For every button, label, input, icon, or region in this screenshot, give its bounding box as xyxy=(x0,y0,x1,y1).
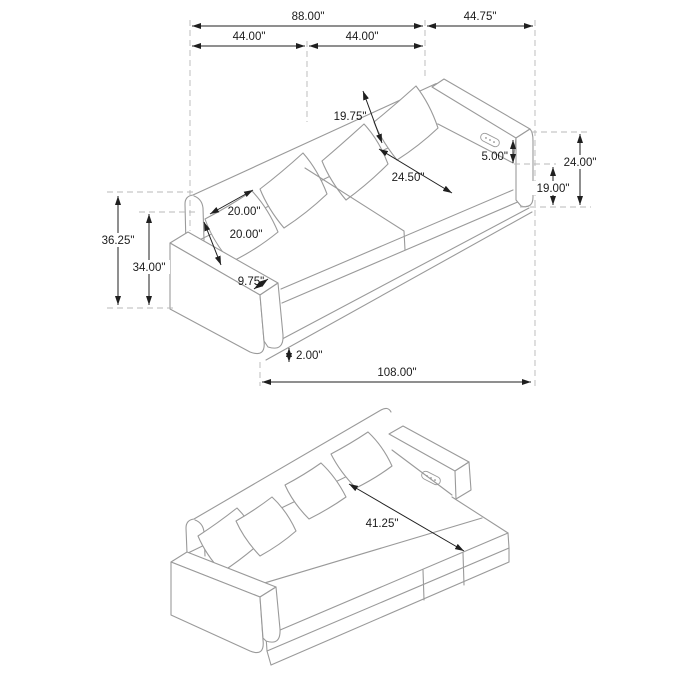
bed-front-band xyxy=(267,548,509,651)
sleeper-usb-port-icon xyxy=(420,470,441,486)
base-bottom-edge xyxy=(266,212,532,360)
right-arm-front-face xyxy=(516,129,533,207)
dim-pillow-width: 20.00" xyxy=(227,206,261,218)
dim-arm-height: 24.00" xyxy=(563,157,597,169)
dim-overall-height: 36.25" xyxy=(101,235,135,247)
dim-seat-depth: 24.50" xyxy=(391,172,425,184)
dim-seat-section-right: 44.00" xyxy=(345,31,379,43)
dim-extended-bed-depth: 41.25" xyxy=(365,518,399,530)
dim-pillow-height: 20.00" xyxy=(229,229,263,241)
assembled-sofa-view xyxy=(97,11,601,386)
dim-arm-width: 9.75" xyxy=(237,276,265,288)
dim-overall-width: 88.00" xyxy=(291,11,325,23)
left-arm-front-face xyxy=(260,283,283,348)
dim-armrest-above-seat: 5.00" xyxy=(481,151,508,163)
sleeper-right-arm-top-face xyxy=(389,426,469,471)
sleeper-left-arm-front-face xyxy=(260,587,280,642)
usb-port-icon xyxy=(479,132,500,148)
dim-overall-length: 108.00" xyxy=(377,367,417,379)
dim-chaise-depth: 44.75" xyxy=(463,11,497,23)
bed-base-edge xyxy=(271,562,509,665)
bed-section-front-seam xyxy=(423,570,424,600)
dim-seat-height: 19.00" xyxy=(536,183,570,195)
dim-seat-section-left: 44.00" xyxy=(232,31,266,43)
dim-base-clearance: 2.00" xyxy=(296,350,323,362)
right-arm-top-face xyxy=(432,79,530,138)
bed-front-edge xyxy=(266,533,508,636)
seat-front-edge xyxy=(281,190,513,289)
dim-back-cushion-height: 19.75" xyxy=(333,111,367,123)
dim-back-height: 34.00" xyxy=(132,262,166,274)
pillow-3 xyxy=(322,124,388,200)
sofa-back-cap-inner xyxy=(194,196,204,240)
front-rail-seam xyxy=(282,201,520,303)
sleeper-pillow-3 xyxy=(285,463,346,519)
bed-depth-seam-front xyxy=(463,553,464,585)
sleeper-sofa-view xyxy=(171,408,509,665)
bed-right-edge xyxy=(452,497,508,533)
bed-front-band-right xyxy=(508,533,509,562)
pillow-4 xyxy=(374,86,438,160)
